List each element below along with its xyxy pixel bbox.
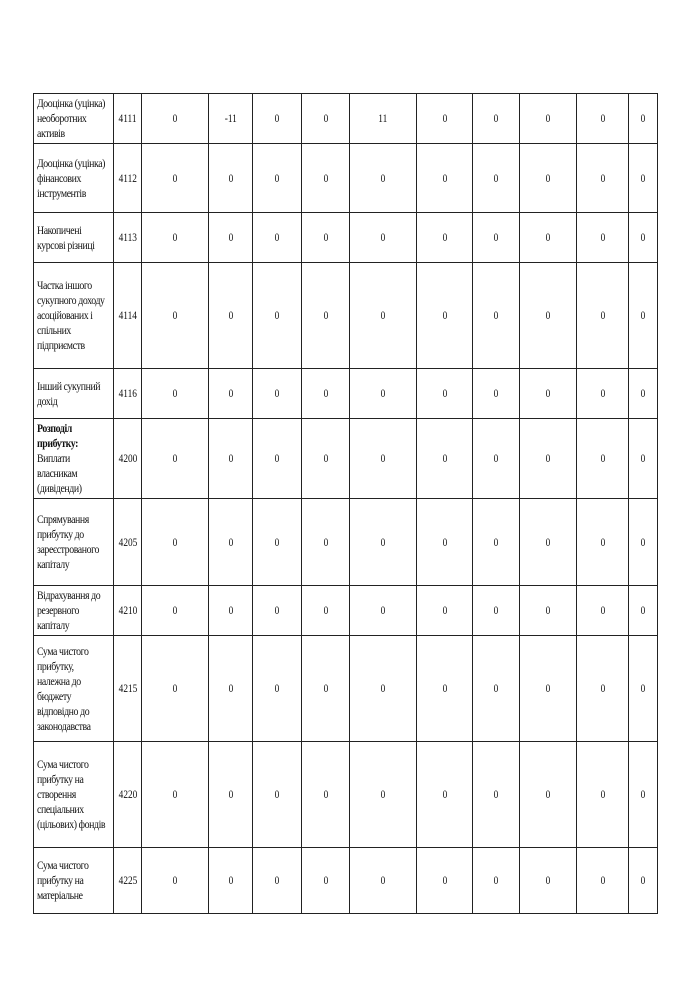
- value-text: 0: [600, 681, 605, 695]
- value-cell: [142, 848, 209, 914]
- value-cell: [473, 586, 520, 636]
- value-text: 0: [640, 534, 646, 549]
- value-cell: [302, 369, 350, 419]
- value-text: 0: [493, 386, 499, 400]
- value-cell: [629, 499, 658, 586]
- value-text: 0: [323, 451, 328, 465]
- value-cell: [350, 586, 417, 636]
- value-cell: [473, 499, 520, 586]
- value-text: 0: [274, 230, 280, 244]
- value-cell: [473, 369, 520, 419]
- value-text: 0: [274, 111, 280, 125]
- value-cell: [350, 144, 417, 213]
- table-row: [34, 144, 658, 213]
- value-text: 0: [274, 787, 280, 801]
- value-cell: [253, 263, 302, 369]
- value-cell: [577, 742, 629, 848]
- value-text: 0: [442, 451, 447, 465]
- value-text: 0: [323, 787, 328, 801]
- indicator-label: Сума чистого прибутку на створення спеціальних (цільових) фондів: [37, 757, 106, 831]
- value-cell: [473, 419, 520, 499]
- value-text: 0: [600, 308, 605, 322]
- value-cell: [577, 636, 629, 742]
- value-cell: [350, 499, 417, 586]
- value-text: 0: [442, 681, 447, 695]
- row-indicator-name: [34, 586, 114, 636]
- value-cell: [253, 144, 302, 213]
- row-code: [114, 263, 142, 369]
- row-code-text: 4220: [118, 787, 137, 801]
- value-cell: [253, 369, 302, 419]
- value-cell: [302, 636, 350, 742]
- row-code-text: 4116: [118, 386, 137, 400]
- value-cell: [209, 94, 253, 144]
- value-cell: [629, 263, 658, 369]
- value-cell: [473, 848, 520, 914]
- value-text: 0: [442, 111, 447, 125]
- row-code-text: 4114: [118, 308, 137, 322]
- row-code: [114, 848, 142, 914]
- row-code: [114, 742, 142, 848]
- value-text: 0: [493, 451, 499, 465]
- value-cell: [473, 213, 520, 263]
- value-cell: [209, 419, 253, 499]
- value-cell: [302, 213, 350, 263]
- value-cell: [209, 636, 253, 742]
- value-cell: [142, 742, 209, 848]
- value-text: 0: [442, 787, 447, 801]
- table-row: [34, 636, 658, 742]
- table-row: [34, 499, 658, 586]
- value-text: 0: [545, 308, 551, 322]
- value-text: 0: [228, 230, 233, 244]
- row-indicator-name: [34, 848, 114, 914]
- value-text: 0: [380, 170, 386, 185]
- table-row: [34, 742, 658, 848]
- value-text: 0: [228, 451, 233, 465]
- table-body: [34, 94, 658, 914]
- table-row: [34, 263, 658, 369]
- indicator-label: Сума чистого прибутку на матеріальне: [37, 858, 89, 902]
- value-text: 0: [640, 111, 646, 125]
- value-cell: [473, 742, 520, 848]
- value-cell: [417, 213, 473, 263]
- value-cell: [473, 144, 520, 213]
- value-cell: [473, 636, 520, 742]
- value-text: 0: [323, 681, 328, 695]
- indicator-label: Дооцінка (уцінка) фінансових інструментів: [37, 155, 106, 200]
- value-text: 0: [228, 386, 233, 400]
- value-cell: [302, 742, 350, 848]
- value-cell: [253, 499, 302, 586]
- value-text: 0: [323, 230, 328, 244]
- value-text: 0: [600, 534, 605, 549]
- row-code: [114, 213, 142, 263]
- value-cell: [253, 636, 302, 742]
- value-cell: [209, 499, 253, 586]
- value-text: 0: [493, 111, 499, 125]
- value-text: 0: [172, 534, 178, 549]
- value-cell: [209, 263, 253, 369]
- value-cell: [417, 499, 473, 586]
- value-text: 0: [380, 230, 386, 244]
- value-text: 0: [323, 111, 328, 125]
- value-cell: [142, 419, 209, 499]
- value-text: 0: [442, 170, 447, 185]
- value-cell: [142, 94, 209, 144]
- value-text: 0: [274, 873, 280, 887]
- value-text: 0: [172, 308, 178, 322]
- value-text: 0: [640, 386, 646, 400]
- value-cell: [577, 499, 629, 586]
- row-code: [114, 636, 142, 742]
- table-row: [34, 94, 658, 144]
- value-cell: [142, 213, 209, 263]
- value-text: 0: [228, 873, 233, 887]
- indicator-label: Накопичені курсові різниці: [37, 222, 95, 252]
- value-cell: [629, 144, 658, 213]
- value-cell: [209, 369, 253, 419]
- value-text: 0: [640, 681, 646, 695]
- row-code: [114, 499, 142, 586]
- value-text: 0: [493, 230, 499, 244]
- value-text: 0: [640, 873, 646, 887]
- value-text: 0: [545, 681, 551, 695]
- value-cell: [209, 144, 253, 213]
- value-text: 0: [600, 386, 605, 400]
- value-cell: [350, 848, 417, 914]
- value-text: 0: [600, 603, 605, 617]
- value-text: 0: [545, 386, 551, 400]
- equity-changes-table: [33, 93, 658, 914]
- value-cell: [577, 144, 629, 213]
- indicator-label: Дооцінка (уцінка) необоротних активів: [37, 96, 106, 140]
- row-indicator-name: [34, 742, 114, 848]
- value-text: 0: [323, 603, 328, 617]
- value-text: 0: [545, 534, 551, 549]
- value-cell: [142, 369, 209, 419]
- value-cell: [417, 636, 473, 742]
- value-cell: [473, 263, 520, 369]
- value-cell: [350, 419, 417, 499]
- value-text: 0: [380, 534, 386, 549]
- value-text: 0: [600, 170, 605, 185]
- value-text: 0: [493, 308, 499, 322]
- row-indicator-name: [34, 636, 114, 742]
- value-cell: [209, 586, 253, 636]
- value-cell: [350, 263, 417, 369]
- value-text: 0: [493, 873, 499, 887]
- value-text: 0: [172, 111, 178, 125]
- value-text: 0: [323, 873, 328, 887]
- value-text: 0: [493, 534, 499, 549]
- value-text: 0: [380, 603, 386, 617]
- value-text: 0: [442, 873, 447, 887]
- value-cell: [473, 94, 520, 144]
- row-code: [114, 369, 142, 419]
- value-text: 0: [380, 787, 386, 801]
- row-code-text: 4113: [118, 230, 137, 244]
- value-text: 0: [493, 603, 499, 617]
- value-cell: [253, 586, 302, 636]
- value-text: 0: [172, 451, 178, 465]
- value-cell: [302, 94, 350, 144]
- table-row: [34, 586, 658, 636]
- value-cell: [417, 263, 473, 369]
- value-cell: [302, 586, 350, 636]
- value-text: 0: [640, 170, 646, 185]
- table-row: [34, 848, 658, 914]
- value-cell: [142, 144, 209, 213]
- value-cell: [520, 144, 577, 213]
- value-text: 0: [640, 230, 646, 244]
- table-row: [34, 213, 658, 263]
- value-text: 0: [323, 386, 328, 400]
- value-text: 0: [640, 451, 646, 465]
- indicator-label: Частка іншого сукупного доходу асоційованих і спільних підприємств: [37, 278, 105, 352]
- value-text: 0: [380, 681, 386, 695]
- value-cell: [577, 419, 629, 499]
- value-cell: [253, 213, 302, 263]
- value-cell: [142, 499, 209, 586]
- value-cell: [520, 369, 577, 419]
- value-text: 0: [323, 534, 328, 549]
- value-cell: [209, 213, 253, 263]
- value-cell: [520, 263, 577, 369]
- value-cell: [417, 419, 473, 499]
- value-cell: [520, 586, 577, 636]
- value-cell: [350, 94, 417, 144]
- value-cell: [629, 213, 658, 263]
- value-cell: [417, 848, 473, 914]
- value-cell: [577, 848, 629, 914]
- value-cell: [577, 369, 629, 419]
- value-text: 0: [442, 603, 447, 617]
- row-code-text: 4200: [118, 451, 137, 465]
- value-cell: [577, 263, 629, 369]
- value-cell: [520, 213, 577, 263]
- row-indicator-name: [34, 94, 114, 144]
- value-cell: [417, 369, 473, 419]
- value-text: 0: [442, 230, 447, 244]
- value-text: 0: [274, 170, 280, 185]
- indicator-label: Відрахування до резервного капіталу: [37, 588, 101, 632]
- row-code: [114, 419, 142, 499]
- row-indicator-name: [34, 213, 114, 263]
- value-text: 0: [172, 873, 178, 887]
- value-text: 0: [600, 230, 605, 244]
- value-text: 0: [640, 787, 646, 801]
- value-text: 0: [493, 787, 499, 801]
- value-cell: [350, 636, 417, 742]
- value-text: 0: [493, 681, 499, 695]
- value-text: 0: [640, 308, 646, 322]
- value-text: 0: [545, 873, 551, 887]
- value-text: 0: [172, 603, 178, 617]
- indicator-label: Виплати власникам (дивіденди): [37, 451, 82, 495]
- value-cell: [577, 213, 629, 263]
- value-text: 0: [323, 170, 328, 185]
- value-text: 0: [380, 873, 386, 887]
- row-code-text: 4215: [118, 681, 137, 695]
- value-text: 0: [545, 603, 551, 617]
- value-cell: [520, 742, 577, 848]
- value-text: 0: [545, 787, 551, 801]
- value-text: 0: [172, 386, 178, 400]
- value-cell: [350, 369, 417, 419]
- table-row: [34, 419, 658, 499]
- value-text: 0: [545, 170, 551, 185]
- value-text: 0: [172, 787, 178, 801]
- value-cell: [417, 586, 473, 636]
- indicator-label: Інший сукупний дохід: [37, 378, 101, 408]
- value-text: 0: [600, 451, 605, 465]
- value-cell: [520, 848, 577, 914]
- value-cell: [417, 742, 473, 848]
- value-cell: [417, 144, 473, 213]
- value-text: 0: [172, 230, 178, 244]
- value-cell: [577, 94, 629, 144]
- value-text: 0: [228, 308, 233, 322]
- value-text: 0: [545, 230, 551, 244]
- value-cell: [520, 499, 577, 586]
- value-cell: [350, 742, 417, 848]
- value-text: 0: [274, 386, 280, 400]
- indicator-label: Спрямування прибутку до зареєстрованого капіталу: [37, 512, 100, 571]
- value-text: 0: [274, 451, 280, 465]
- value-cell: [520, 636, 577, 742]
- value-text: 0: [493, 170, 499, 185]
- row-indicator-name: [34, 419, 114, 499]
- value-cell: [302, 419, 350, 499]
- value-cell: [417, 94, 473, 144]
- table-row: [34, 369, 658, 419]
- value-cell: [253, 419, 302, 499]
- value-text: 0: [600, 787, 605, 801]
- value-text: 0: [380, 451, 386, 465]
- value-text: 0: [380, 386, 386, 400]
- row-indicator-name: [34, 369, 114, 419]
- value-cell: [142, 586, 209, 636]
- value-text: 0: [600, 873, 605, 887]
- value-cell: [629, 94, 658, 144]
- row-code: [114, 94, 142, 144]
- value-text: 0: [600, 111, 605, 125]
- row-code-text: 4205: [118, 534, 137, 549]
- value-text: 0: [380, 308, 386, 322]
- value-text: 0: [442, 386, 447, 400]
- value-text: 0: [228, 534, 233, 549]
- row-code-text: 4111: [118, 111, 137, 125]
- value-cell: [629, 848, 658, 914]
- value-text: 0: [442, 308, 447, 322]
- value-cell: [302, 144, 350, 213]
- value-text: 0: [274, 308, 280, 322]
- value-cell: [629, 586, 658, 636]
- value-text: 0: [228, 603, 233, 617]
- value-text: 0: [323, 308, 328, 322]
- value-cell: [629, 742, 658, 848]
- value-cell: [629, 419, 658, 499]
- row-code: [114, 586, 142, 636]
- indicator-label: Сума чистого прибутку, належна до бюджету відповідно до законодавства: [37, 643, 91, 733]
- value-text: 11: [378, 111, 388, 125]
- value-cell: [577, 586, 629, 636]
- value-text: 0: [172, 681, 178, 695]
- row-indicator-name: [34, 499, 114, 586]
- value-text: 0: [228, 681, 233, 695]
- value-cell: [142, 263, 209, 369]
- value-text: 0: [442, 534, 447, 549]
- value-cell: [520, 419, 577, 499]
- value-cell: [209, 848, 253, 914]
- value-cell: [302, 499, 350, 586]
- value-cell: [253, 742, 302, 848]
- value-text: 0: [172, 170, 178, 185]
- value-cell: [629, 369, 658, 419]
- value-cell: [350, 213, 417, 263]
- row-code-text: 4112: [118, 170, 137, 185]
- value-cell: [142, 636, 209, 742]
- row-code-text: 4210: [118, 603, 137, 617]
- value-cell: [302, 263, 350, 369]
- value-text: 0: [274, 534, 280, 549]
- value-cell: [253, 848, 302, 914]
- value-text: 0: [228, 787, 233, 801]
- value-cell: [629, 636, 658, 742]
- value-cell: [520, 94, 577, 144]
- value-text: 0: [274, 681, 280, 695]
- value-text: 0: [640, 603, 646, 617]
- value-text: 0: [545, 111, 551, 125]
- value-text: 0: [228, 170, 233, 185]
- row-indicator-name: [34, 144, 114, 213]
- value-cell: [209, 742, 253, 848]
- value-text: 0: [545, 451, 551, 465]
- row-code-text: 4225: [118, 873, 137, 887]
- value-text: 0: [274, 603, 280, 617]
- value-cell: [253, 94, 302, 144]
- value-text: -11: [224, 111, 237, 125]
- value-cell: [302, 848, 350, 914]
- section-heading: Розподіл прибутку:: [37, 421, 79, 450]
- row-code: [114, 144, 142, 213]
- row-indicator-name: [34, 263, 114, 369]
